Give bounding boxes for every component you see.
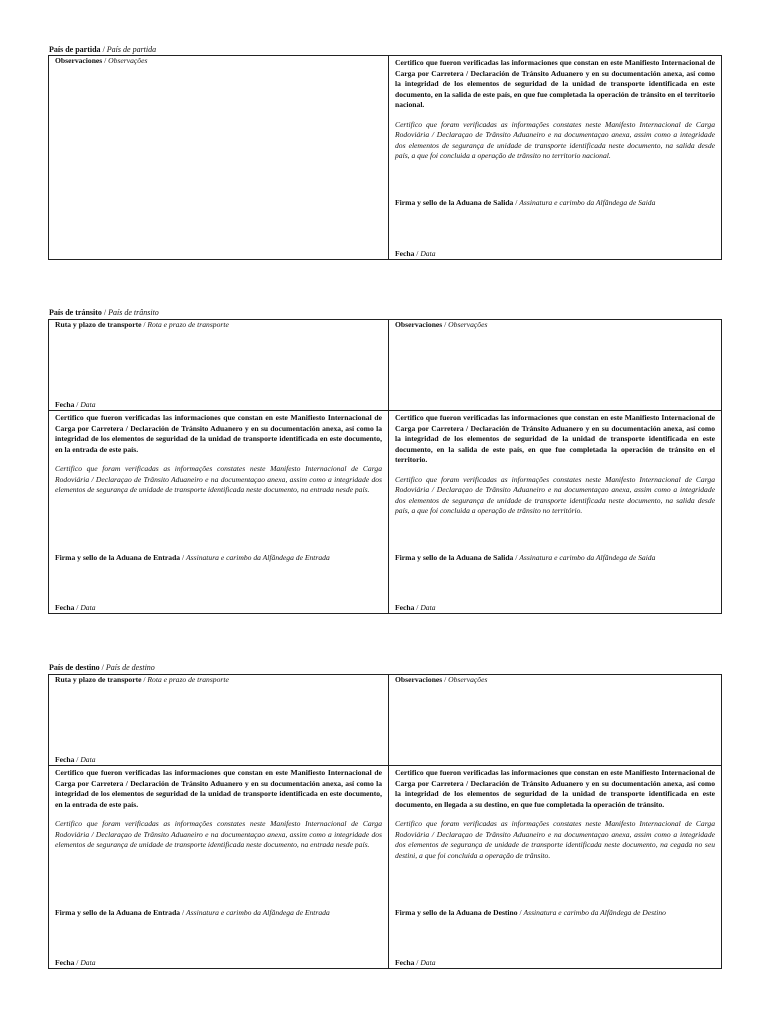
fecha-label: Fecha / Data [55,957,96,967]
certificacion-es: Certifico que fueron verificadas las informaciones que constan en este Manifiesto Internacional de Carga por Carretera / Declaración de Tránsito Aduanero y en su documentación anexa, así como la integridad de los elementos de seguridad de la unidad de transporte identificada en este documento, en llegada a su destino, en que fue completada la operación de tránsito. [395,768,715,809]
title-es: País de partida [49,45,101,54]
certificacion-es: Certifico que fueron verificadas las informaciones que constan en este Manifiesto Internacional de Carga por Carretera / Declaración de Tránsito Aduanero y en su documentación anexa, así como la integridad de los elementos de seguridad de la unidad de transporte identificada en este documento, en la salida de este país, en que fue completada la operación de tránsito en el territorio nacional. [395,58,715,109]
observaciones-label: Observaciones / Observações [395,320,488,329]
certificacion-salida-cell [389,411,722,614]
form-destino [48,674,722,969]
fecha-label: Fecha / Data [55,602,96,612]
observaciones-label: Observaciones / Observações [55,56,148,65]
firma-destino-label: Firma y sello de la Aduana de Destino / Assinatura e carimbo da Alfândega de Destino [395,908,666,917]
certificacion-entrada-cell [49,411,389,614]
ruta-label: Ruta y plazo de transporte / Rota e prazo de transporte [55,320,229,329]
fecha-label: Fecha / Data [395,957,436,967]
certificacion-es: Certifico que fueron verificadas las informaciones que constan en este Manifiesto Internacional de Carga por Carretera / Declaración de Tránsito Aduanero y en su documentación anexa, así como la integridad de los elementos de seguridad de la unidad de transporte identificada en este documento, en la entrada de este país. [55,413,382,454]
ruta-cell[interactable] [49,320,389,411]
form-partida [48,55,722,260]
firma-entrada-label: Firma y sello de la Aduana de Entrada / Assinatura e carimbo da Alfândega de Entrada [55,908,330,917]
certificacion-cell [389,56,722,260]
section-title-partida: País de partida / País de partida [49,45,157,54]
title-pt: País de trânsito [108,308,159,317]
ruta-cell[interactable] [49,675,389,766]
fecha-label: Fecha / Data [395,602,436,612]
certificacion-pt: Certifico que foram verificadas as informações constates neste Manifesto Internacional de Carga Rodoviária / Declaraçao de Trânsito Aduaneiro e na documentaçao anexa, assim como a integridade dos elementos de segurança de unidade de transporte identificada neste documento, na entrada nesde país. [55,819,382,849]
certificacion-entrada-cell [49,766,389,969]
fecha-label: Fecha / Data [55,399,96,409]
section-title-destino: País de destino / País de destino [49,663,155,672]
section-title-transito: País de tránsito / País de trânsito [49,308,159,317]
fecha-label: Fecha / Data [395,248,436,258]
observaciones-cell[interactable] [389,675,722,766]
title-pt: País de partida [106,45,157,54]
firma-label: Firma y sello de la Aduana de Salida / Assinatura e carimbo da Alfândega de Saida [395,198,656,207]
firma-salida-label: Firma y sello de la Aduana de Salida / Assinatura e carimbo da Alfândega de Saida [395,553,656,562]
title-es: País de tránsito [49,308,102,317]
title-es: País de destino [49,663,100,672]
form-transito [48,319,722,614]
observaciones-cell[interactable] [389,320,722,411]
certificacion-destino-cell [389,766,722,969]
certificacion-es: Certifico que fueron verificadas las informaciones que constan en este Manifiesto Internacional de Carga por Carretera / Declaración de Tránsito Aduanero y en su documentación anexa, así como la integridad de los elementos de seguridad de la unidad de transporte identificada en este documento, en la salida de este país, en que fue completada la operación de tránsito en el territorio. [395,413,715,464]
certificacion-pt: Certifico que foram verificadas as informações constates neste Manifesto Internacional de Carga Rodoviária / Declaraçao de Trânsito Aduaneiro e na documentaçao anexa, assim como a integridade dos elementos de segurança de unidade de transporte identificada neste documento, na cegada no seu destini, a que foi concluida a operação de trânsito. [395,819,715,860]
fecha-label: Fecha / Data [55,754,96,764]
title-pt: País de destino [105,663,155,672]
certificacion-pt: Certifico que foram verificadas as informações constates neste Manifesto Internacional de Carga Rodoviária / Declaraçao de Trânsito Aduaneiro e na documentaçao anexa, assim como a integridade dos elementos de segurança de unidade de transporte identificada neste documento, na salida desde país, a que foi concluida a operação de trânsito no território. [395,474,715,515]
certificacion-es: Certifico que fueron verificadas las informaciones que constan en este Manifiesto Internacional de Carga por Carretera / Declaración de Tránsito Aduanero y en su documentación anexa, así como la integridad de los elementos de seguridad de la unidad de transporte identificada en este documento, en la entrada de este país. [55,768,382,809]
certificacion-pt: Certifico que foram verificadas as informações constates neste Manifesto Internacional de Carga Rodoviária / Declaraçao de Trânsito Aduaneiro e na documentaçao anexa, assim como a integridade dos elementos de segurança de unidade de transporte identificada neste documento, na salida desde país, a que foi concluida a operação de trânsito no territorio nacional. [395,119,715,160]
firma-entrada-label: Firma y sello de la Aduana de Entrada / Assinatura e carimbo da Alfândega de Entrada [55,553,330,562]
observaciones-cell[interactable] [49,56,389,260]
certificacion-pt: Certifico que foram verificadas as informações constates neste Manifesto Internacional de Carga Rodoviária / Declaraçao de Trânsito Aduaneiro e na documentaçao anexa, assim como a integridade dos elementos de segurança de unidade de transporte identificada neste documento, na entrada nesde país. [55,464,382,494]
ruta-label: Ruta y plazo de transporte / Rota e prazo de transporte [55,675,229,684]
observaciones-label: Observaciones / Observações [395,675,488,684]
